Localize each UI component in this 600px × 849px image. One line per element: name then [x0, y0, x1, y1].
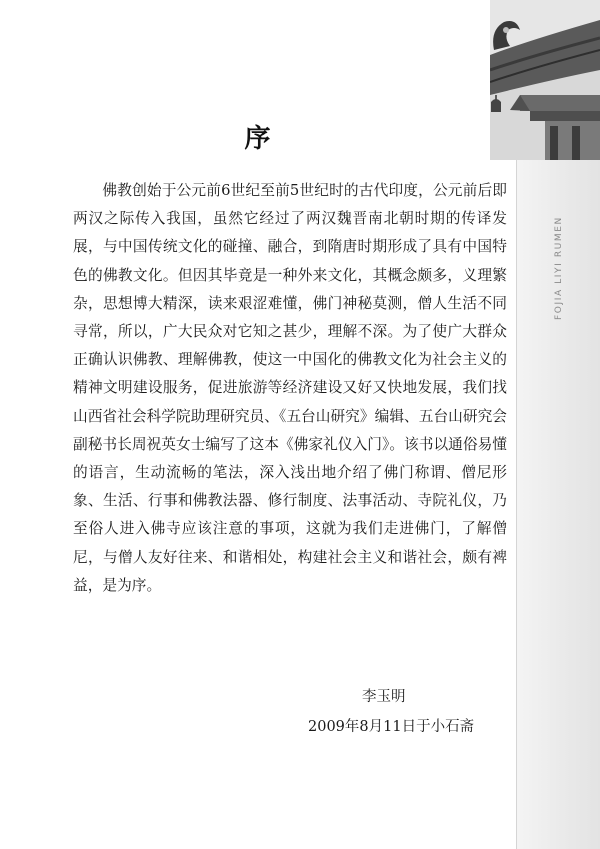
author-name: 李玉明 — [362, 689, 406, 705]
body-text — [73, 177, 507, 600]
page-title: 序 — [244, 124, 273, 154]
paragraph: 佛教创始于公元前6世纪至前5世纪时的古代印度，公元前后即两汉之际传入我国，虽然它经过了两汉魏晋南北朝时期的传译发展，与中国传统文化的碰撞、融合，到隋唐时期形成了具有中国特色的佛教文化。但因其毕竟是一种外来文化，其概念颇多，义理繁杂，思想博大精深，读来艰涩难懂，佛门神秘莫测，僧人生活不同寻常，所以，广大民众对它知之甚少，理解不深。为了使广大群众正确认识佛教、理解佛教，使这一中国化的佛教文化为社会主义的精神文明建设服务，促进旅游等经济建设又好又快地发展，我们找山西省社会科学院助理研究员、《五台山研究》编辑、五台山研究会副秘书长周祝英女士编写了这本《佛家礼仪入门》。该书以通俗易懂的语言，生动流畅的笔法，深入浅出地介绍了佛门称谓、僧尼形象、生活、行事和佛教法器、修行制度、法事活动、寺院礼仪，乃至俗人进入佛寺应该注意的事项，这就为我们走进佛门，了解僧尼，与僧人友好往来、和谐相处，构建社会主义和谐社会，颇有裨益，是为序。 — [73, 182, 507, 594]
signature-date: 2009年8月11日于小石斋 — [308, 719, 475, 735]
signature-block — [300, 682, 500, 742]
sidebar-vertical-text: FOJIA LIYI RUMEN — [554, 216, 564, 320]
